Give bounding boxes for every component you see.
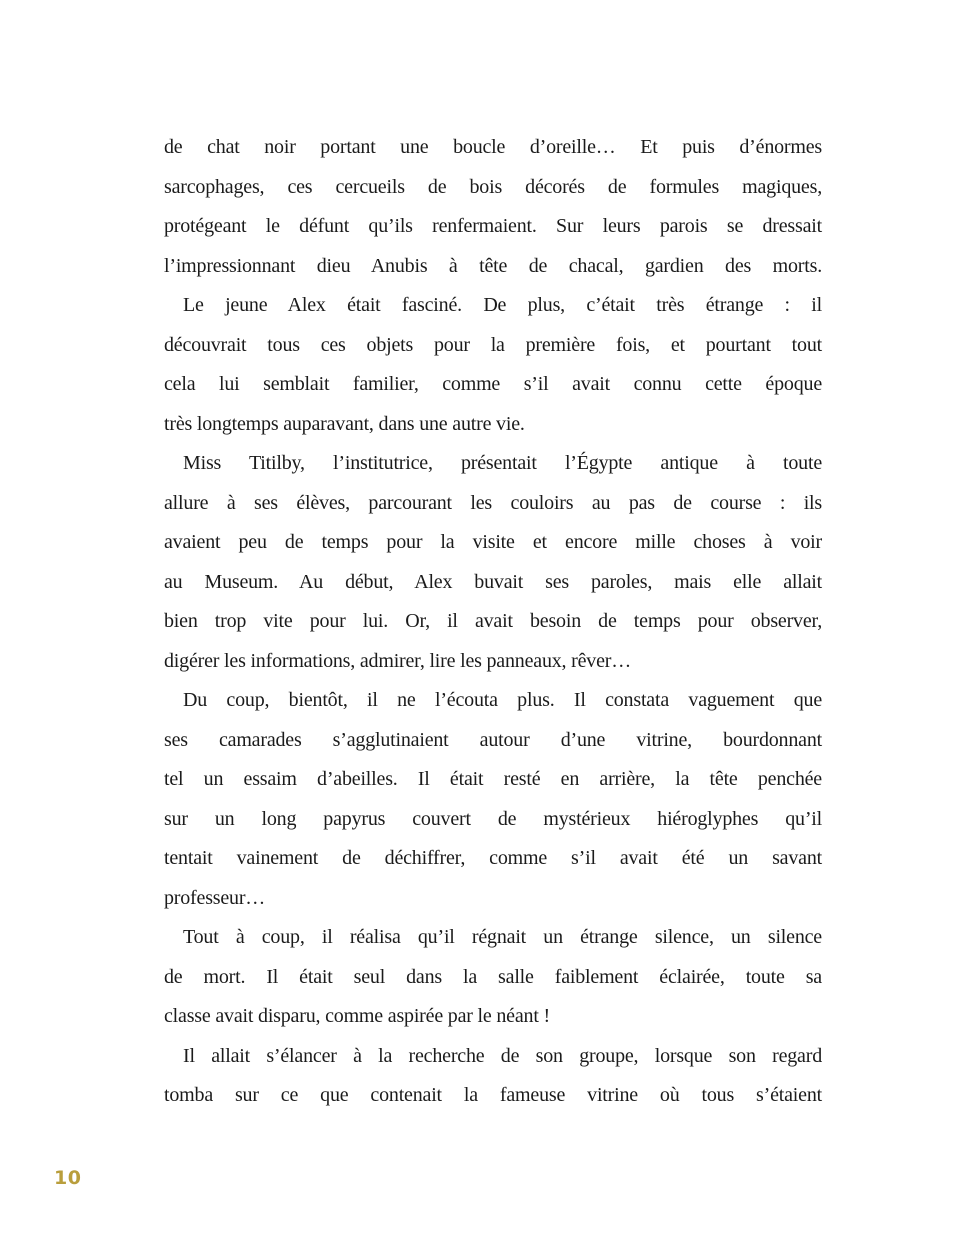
paragraph [164,918,822,1037]
text-line: tel un essaim d’abeilles. Il était resté en arrière, la tête penchée [164,768,822,790]
text-line: cela lui semblait familier, comme s’il avait connu cette époque [164,373,822,395]
text-line: classe avait disparu, comme aspirée par le néant ! [164,1005,550,1027]
text-line: sur un long papyrus couvert de mystérieux hiéroglyphes qu’il [164,807,822,830]
text-line: ses camarades s’agglutinaient autour d’une vitrine, bourdonnant [164,728,822,751]
text-line: de chat noir portant une boucle d’oreille… Et puis d’énormes [164,136,822,158]
page-number: 10 [54,1167,82,1189]
text-line: tentait vainement de déchiffrer, comme s’il avait été un savant [164,847,822,869]
text-line: protégeant le défunt qu’ils renfermaient. Sur leurs parois se dressait [164,215,822,237]
text-line: l’impressionnant dieu Anubis à tête de chacal, gardien des morts. [164,254,822,277]
paragraph [164,1037,822,1116]
text-line: de mort. Il était seul dans la salle faiblement éclairée, toute sa [164,965,822,988]
paragraph [164,444,822,681]
text-line: tomba sur ce que contenait la fameuse vitrine où tous s’étaient [164,1084,822,1106]
body-text-block [164,128,822,1116]
text-line: Il allait s’élancer à la recherche de son groupe, lorsque son regard [183,1044,822,1067]
text-line: professeur… [164,886,266,909]
text-line: allure à ses élèves, parcourant les couloirs au pas de course : ils [164,491,822,514]
text-line: au Museum. Au début, Alex buvait ses paroles, mais elle allait [164,570,822,593]
text-line: découvrait tous ces objets pour la première fois, et pourtant tout [164,333,822,356]
text-line: Le jeune Alex était fasciné. De plus, c’était très étrange : il [183,294,822,316]
text-line: Tout à coup, il réalisa qu’il régnait un étrange silence, un silence [183,926,822,948]
text-line: avaient peu de temps pour la visite et encore mille choses à voir [164,531,822,553]
text-line: sarcophages, ces cercueils de bois décorés de formules magiques, [164,175,822,198]
paragraph [164,128,822,286]
paragraph [164,681,822,918]
paragraph [164,286,822,444]
text-line: Du coup, bientôt, il ne l’écouta plus. Il constata vaguement que [183,689,822,711]
text-line: très longtemps auparavant, dans une autre vie. [164,412,525,435]
text-line: Miss Titilby, l’institutrice, présentait l’Égypte antique à toute [183,452,822,474]
text-line: bien trop vite pour lui. Or, il avait besoin de temps pour observer, [164,610,822,632]
text-line: digérer les informations, admirer, lire les panneaux, rêver… [164,649,632,672]
